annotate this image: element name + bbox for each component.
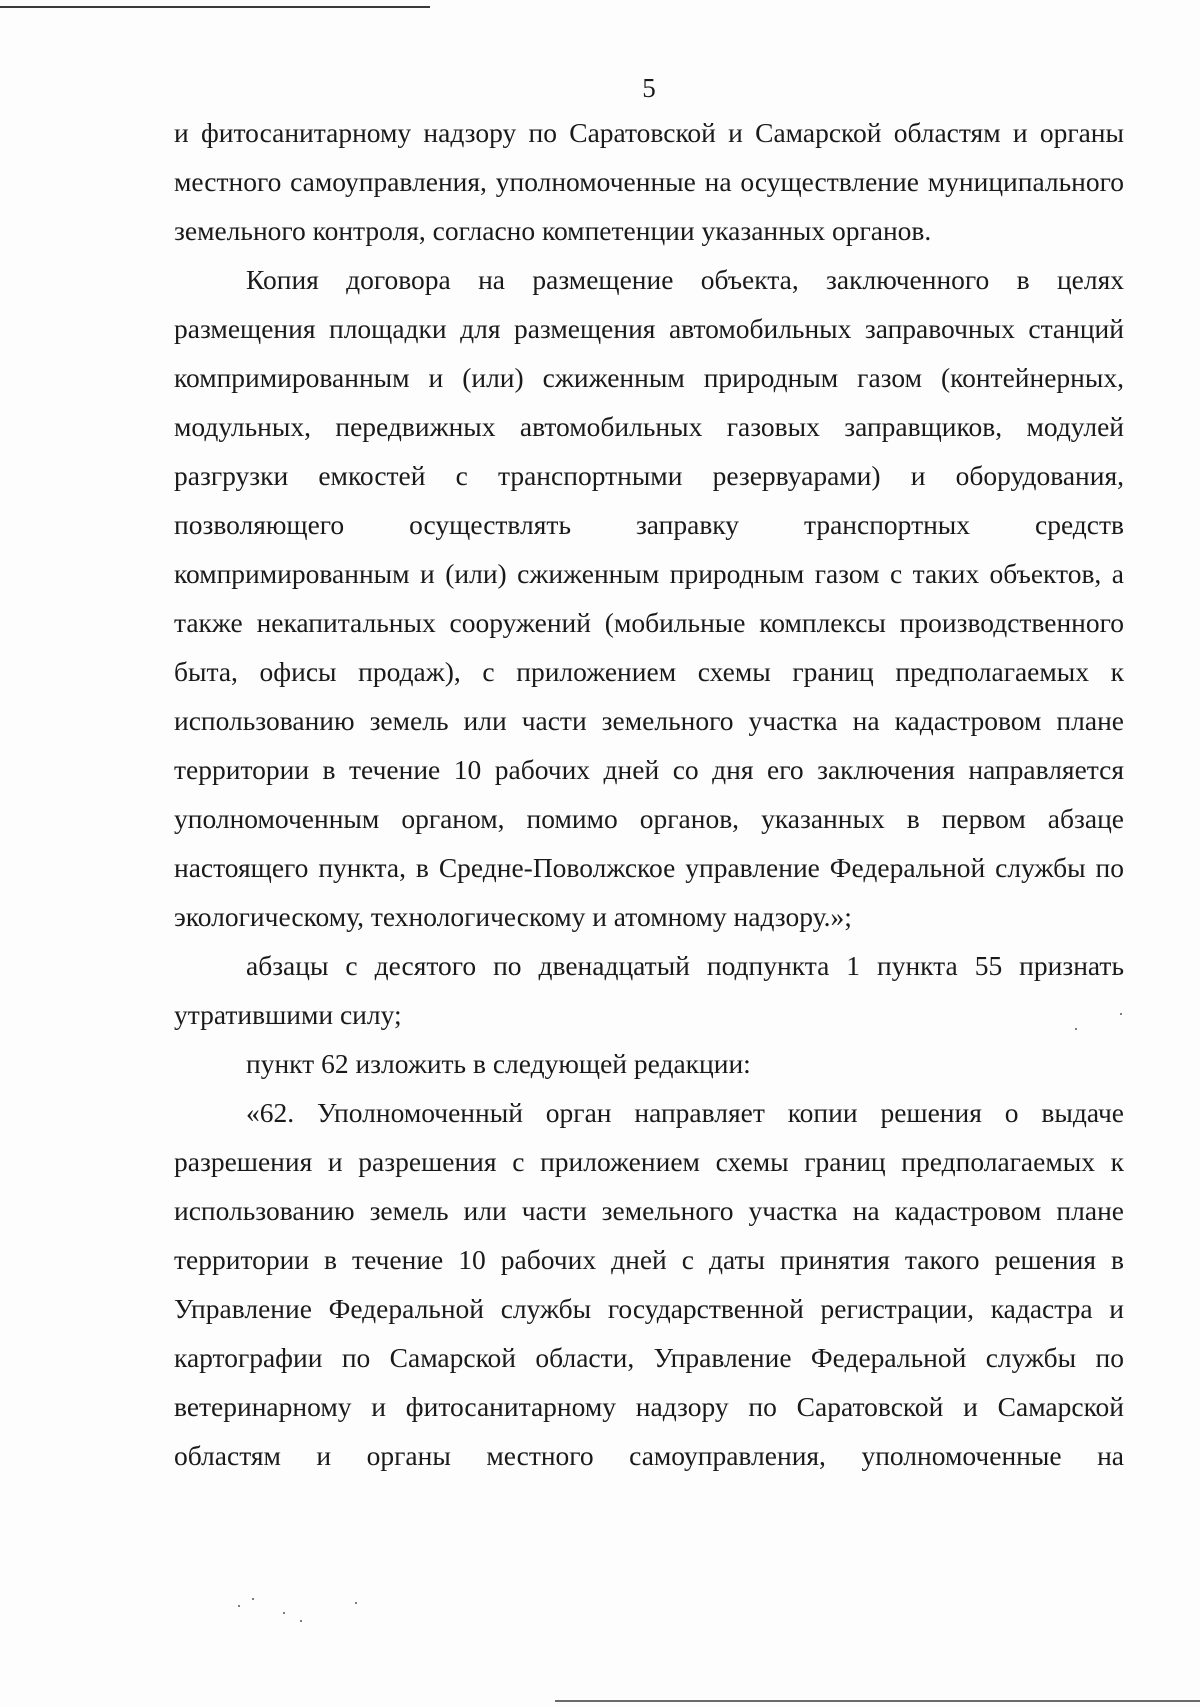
paragraph: пункт 62 изложить в следующей редакции: (246, 1048, 751, 1079)
document-body (174, 108, 1124, 1480)
scan-speck (300, 1620, 302, 1622)
paragraph: и фитосанитарному надзору по Саратовской и Самарской областям и органы местного самоуправления, уполномоченные на осуществление муниципального земельного контроля, согласно компетенции указанных органов. (174, 117, 1124, 246)
page-number: 5 (642, 73, 656, 103)
scan-speck (355, 1602, 357, 1604)
scan-edge-line (0, 6, 430, 8)
paragraph: «62. Уполномоченный орган направляет копии решения о выдаче разрешения и разрешения с приложением схемы границ предполагаемых к использованию земель или части земельного участка на кадастровом плане территории в течение 10 рабочих дней с даты принятия такого решения в Управление Федеральной службы государственной регистрации, кадастра и картографии по Самарской области, Управление Федеральной службы по ветеринарному и фитосанитарному надзору по Саратовской и Самарской областям и органы местного самоуправления, уполномоченные на (174, 1097, 1124, 1471)
paragraph: абзацы с десятого по двенадцатый подпункта 1 пункта 55 признать утратившими силу; (174, 950, 1124, 1030)
scan-edge-line (555, 1700, 1200, 1702)
scan-speck (1120, 1013, 1122, 1015)
scan-speck (283, 1612, 285, 1614)
scan-speck (238, 1605, 240, 1607)
scan-speck (1075, 1028, 1077, 1030)
scan-speck (252, 1598, 254, 1600)
paragraph: Копия договора на размещение объекта, заключенного в целях размещения площадки для размещения автомобильных заправочных станций компримированным и (или) сжиженным природным газом (контейнерных, модульных, передвижных автомобильных газовых заправщиков, модулей разгрузки емкостей с транспортными резервуарами) и оборудования, позволяющего осуществлять заправку транспортных средств компримированным и (или) сжиженным природным газом с таких объектов, а также некапитальных сооружений (мобильные комплексы производственного быта, офисы продаж), с приложением схемы границ предполагаемых к использованию земель или части земельного участка на кадастровом плане территории в течение 10 рабочих дней со дня его заключения направляется уполномоченным органом, помимо органов, указанных в первом абзаце настоящего пункта, в Средне-Поволжское управление Федеральной службы по экологическому, технологическому и атомному надзору.»; (174, 264, 1124, 932)
